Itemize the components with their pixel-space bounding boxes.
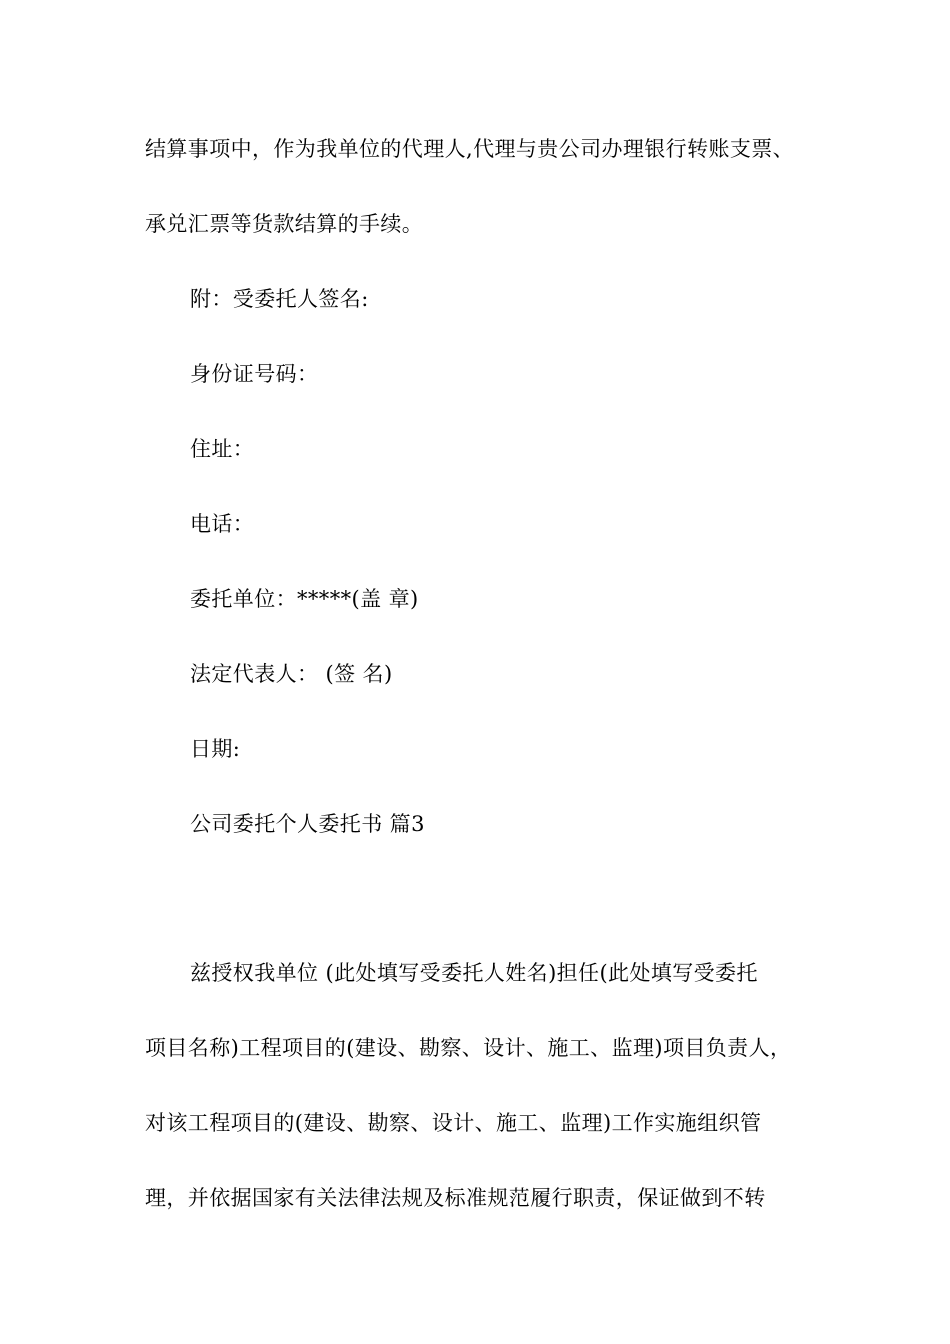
paragraph-line-1: 结算事项中，作为我单位的代理人,代理与贵公司办理银行转账支票、 <box>145 137 795 161</box>
address-label: 住址： <box>190 437 255 461</box>
entrusting-unit-label: 委托单位：*****(盖 章) <box>190 587 419 611</box>
paragraph-line-2: 承兑汇票等货款结算的手续。 <box>145 212 424 236</box>
paragraph-line-5: 对该工程项目的(建设、勘察、设计、施工、监理)工作实施组织管 <box>145 1111 762 1135</box>
id-number-label: 身份证号码： <box>190 362 319 386</box>
date-label: 日期: <box>190 737 241 761</box>
signature-label: 附：受委托人签名: <box>190 287 369 311</box>
legal-representative-label: 法定代表人： (签 名) <box>190 662 393 686</box>
section-heading: 公司委托个人委托书 篇3 <box>190 812 425 836</box>
paragraph-line-4: 项目名称)工程项目的(建设、勘察、设计、施工、监理)项目负责人， <box>145 1036 792 1060</box>
paragraph-line-6: 理，并依据国家有关法律法规及标准规范履行职责，保证做到不转 <box>145 1186 766 1210</box>
phone-label: 电话： <box>190 512 255 536</box>
paragraph-line-3: 兹授权我单位 (此处填写受委托人姓名)担任(此处填写受委托 <box>190 961 758 985</box>
